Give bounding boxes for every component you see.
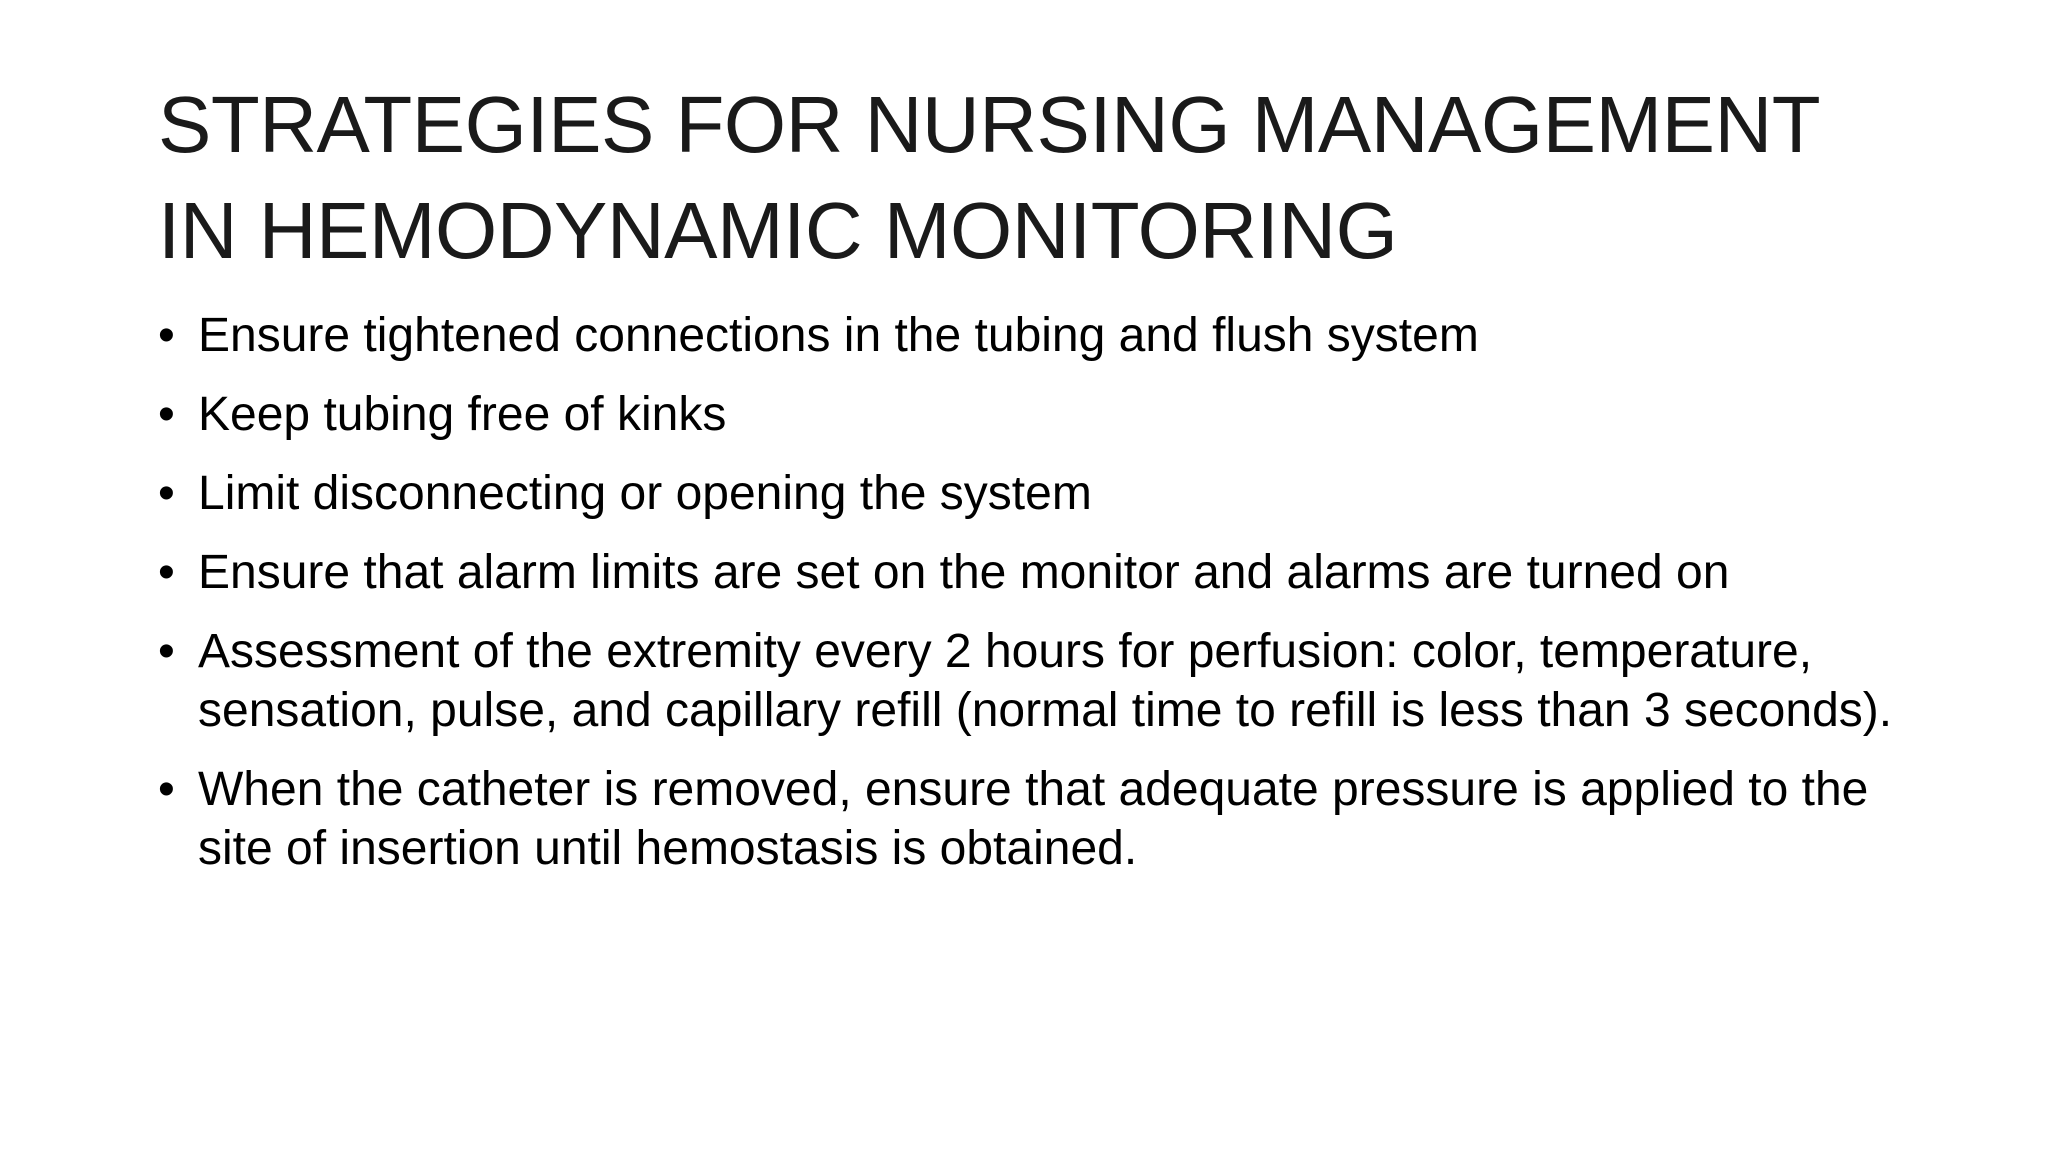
list-item [158, 385, 1938, 444]
list-item [158, 464, 1938, 523]
bullet-text: When the catheter is removed, ensure that adequate pressure is applied to the site of insertion until hemostasis is obtained. [198, 763, 1869, 875]
bullet-text: Limit disconnecting or opening the system [198, 467, 1092, 520]
list-item [158, 543, 1938, 602]
bullet-text: Keep tubing free of kinks [198, 388, 727, 441]
slide-title: STRATEGIES FOR NURSING MANAGEMENT IN HEMODYNAMIC MONITORING [158, 80, 1819, 275]
bullet-text: Ensure that alarm limits are set on the monitor and alarms are turned on [198, 546, 1730, 599]
list-item [158, 306, 1938, 365]
bullet-icon: • [158, 546, 175, 599]
bullet-icon: • [158, 625, 175, 678]
bullet-icon: • [158, 388, 175, 441]
list-item [158, 622, 1938, 740]
bullet-text: Assessment of the extremity every 2 hours for perfusion: color, temperature, sensation, pulse, and capillary refill (normal time to refill is less than 3 seconds). [198, 625, 1893, 737]
bullet-icon: • [158, 309, 175, 362]
bullet-icon: • [158, 763, 175, 816]
bullet-text: Ensure tightened connections in the tubing and flush system [198, 309, 1479, 362]
list-item [158, 760, 1938, 878]
bullet-list [158, 306, 1938, 898]
bullet-icon: • [158, 467, 175, 520]
